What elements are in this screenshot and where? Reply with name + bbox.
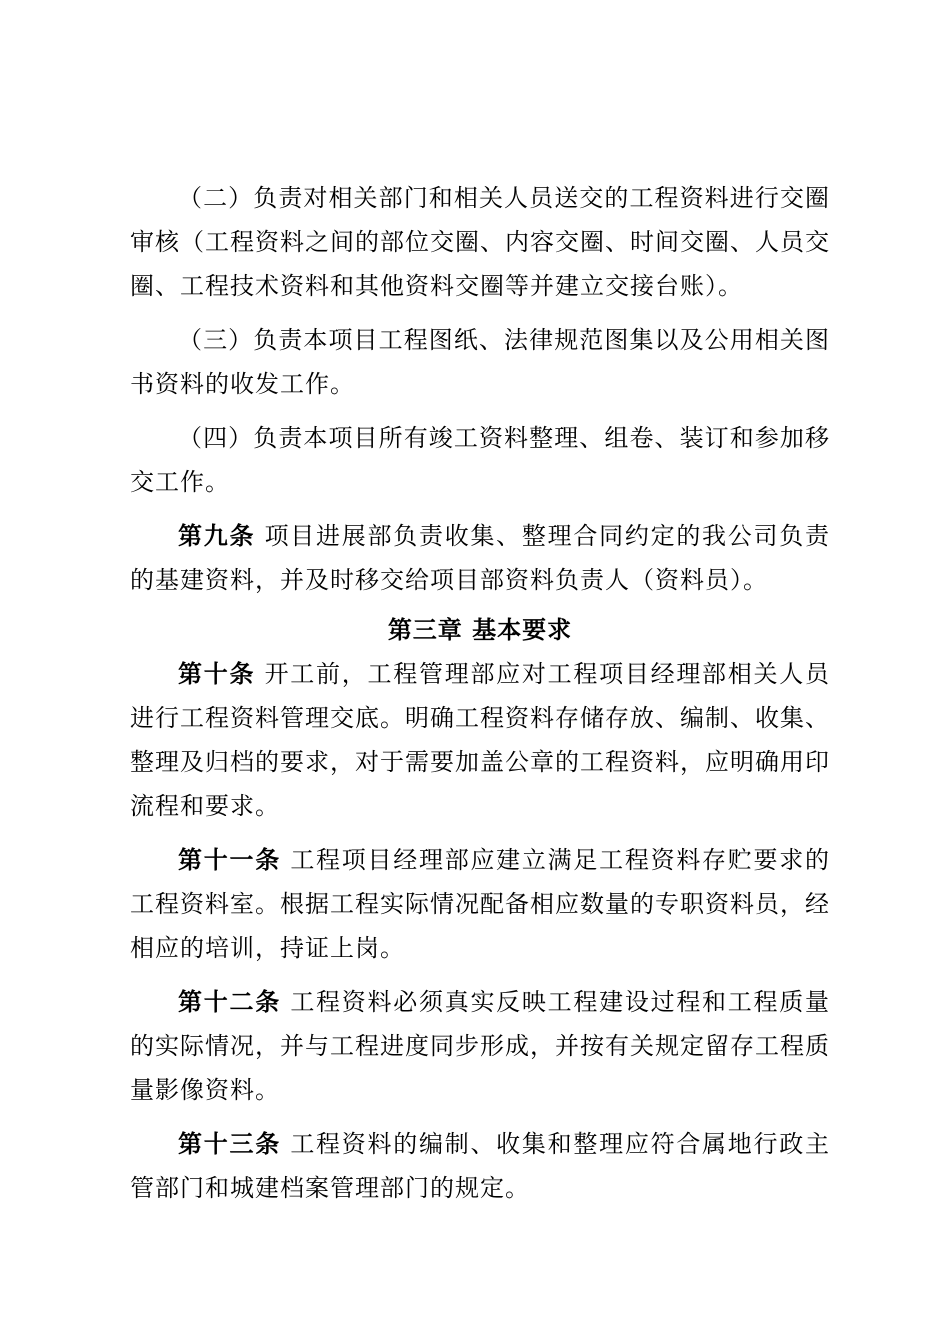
article-11: [130, 838, 830, 970]
article-9: [130, 514, 830, 602]
article-label: 第十一条: [178, 845, 281, 874]
article-13: [130, 1122, 830, 1210]
article-label: 第十三条: [178, 1129, 281, 1158]
article-text: 工程资料的编制、收集和整理应符合属地行政主管部门和城建档案管理部门的规定。: [130, 1130, 830, 1202]
article-text: 工程项目经理部应建立满足工程资料存贮要求的工程资料室。根据工程实际情况配备相应数量的专职资料员，经相应的培训，持证上岗。: [130, 846, 830, 962]
article-12: [130, 980, 830, 1112]
article-text: 开工前，工程管理部应对工程项目经理部相关人员进行工程资料管理交底。明确工程资料存储存放、编制、收集、整理及归档的要求，对于需要加盖公章的工程资料，应明确用印流程和要求。: [130, 660, 830, 820]
paragraph-text: （四）负责本项目所有竣工资料整理、组卷、装订和参加移交工作。: [130, 424, 830, 496]
paragraph-text: （三）负责本项目工程图纸、法律规范图集以及公用相关图书资料的收发工作。: [130, 326, 830, 398]
document-page: [130, 176, 830, 1210]
paragraph-duty-3: [130, 318, 830, 406]
paragraph-duty-2: [130, 176, 830, 308]
article-10: [130, 652, 830, 828]
article-label: 第十二条: [178, 987, 281, 1016]
article-text: 工程资料必须真实反映工程建设过程和工程质量的实际情况，并与工程进度同步形成，并按有关规定留存工程质量影像资料。: [130, 988, 830, 1104]
article-label: 第九条: [178, 521, 256, 550]
paragraph-text: （二）负责对相关部门和相关人员送交的工程资料进行交圈审核（工程资料之间的部位交圈、内容交圈、时间交圈、人员交圈、工程技术资料和其他资料交圈等并建立交接台账）。: [130, 184, 830, 300]
article-text: 项目进展部负责收集、整理合同约定的我公司负责的基建资料，并及时移交给项目部资料负责人（资料员）。: [130, 522, 830, 594]
article-label: 第十条: [178, 659, 256, 688]
chapter-heading: 第三章 基本要求: [387, 615, 573, 644]
paragraph-duty-4: [130, 416, 830, 504]
